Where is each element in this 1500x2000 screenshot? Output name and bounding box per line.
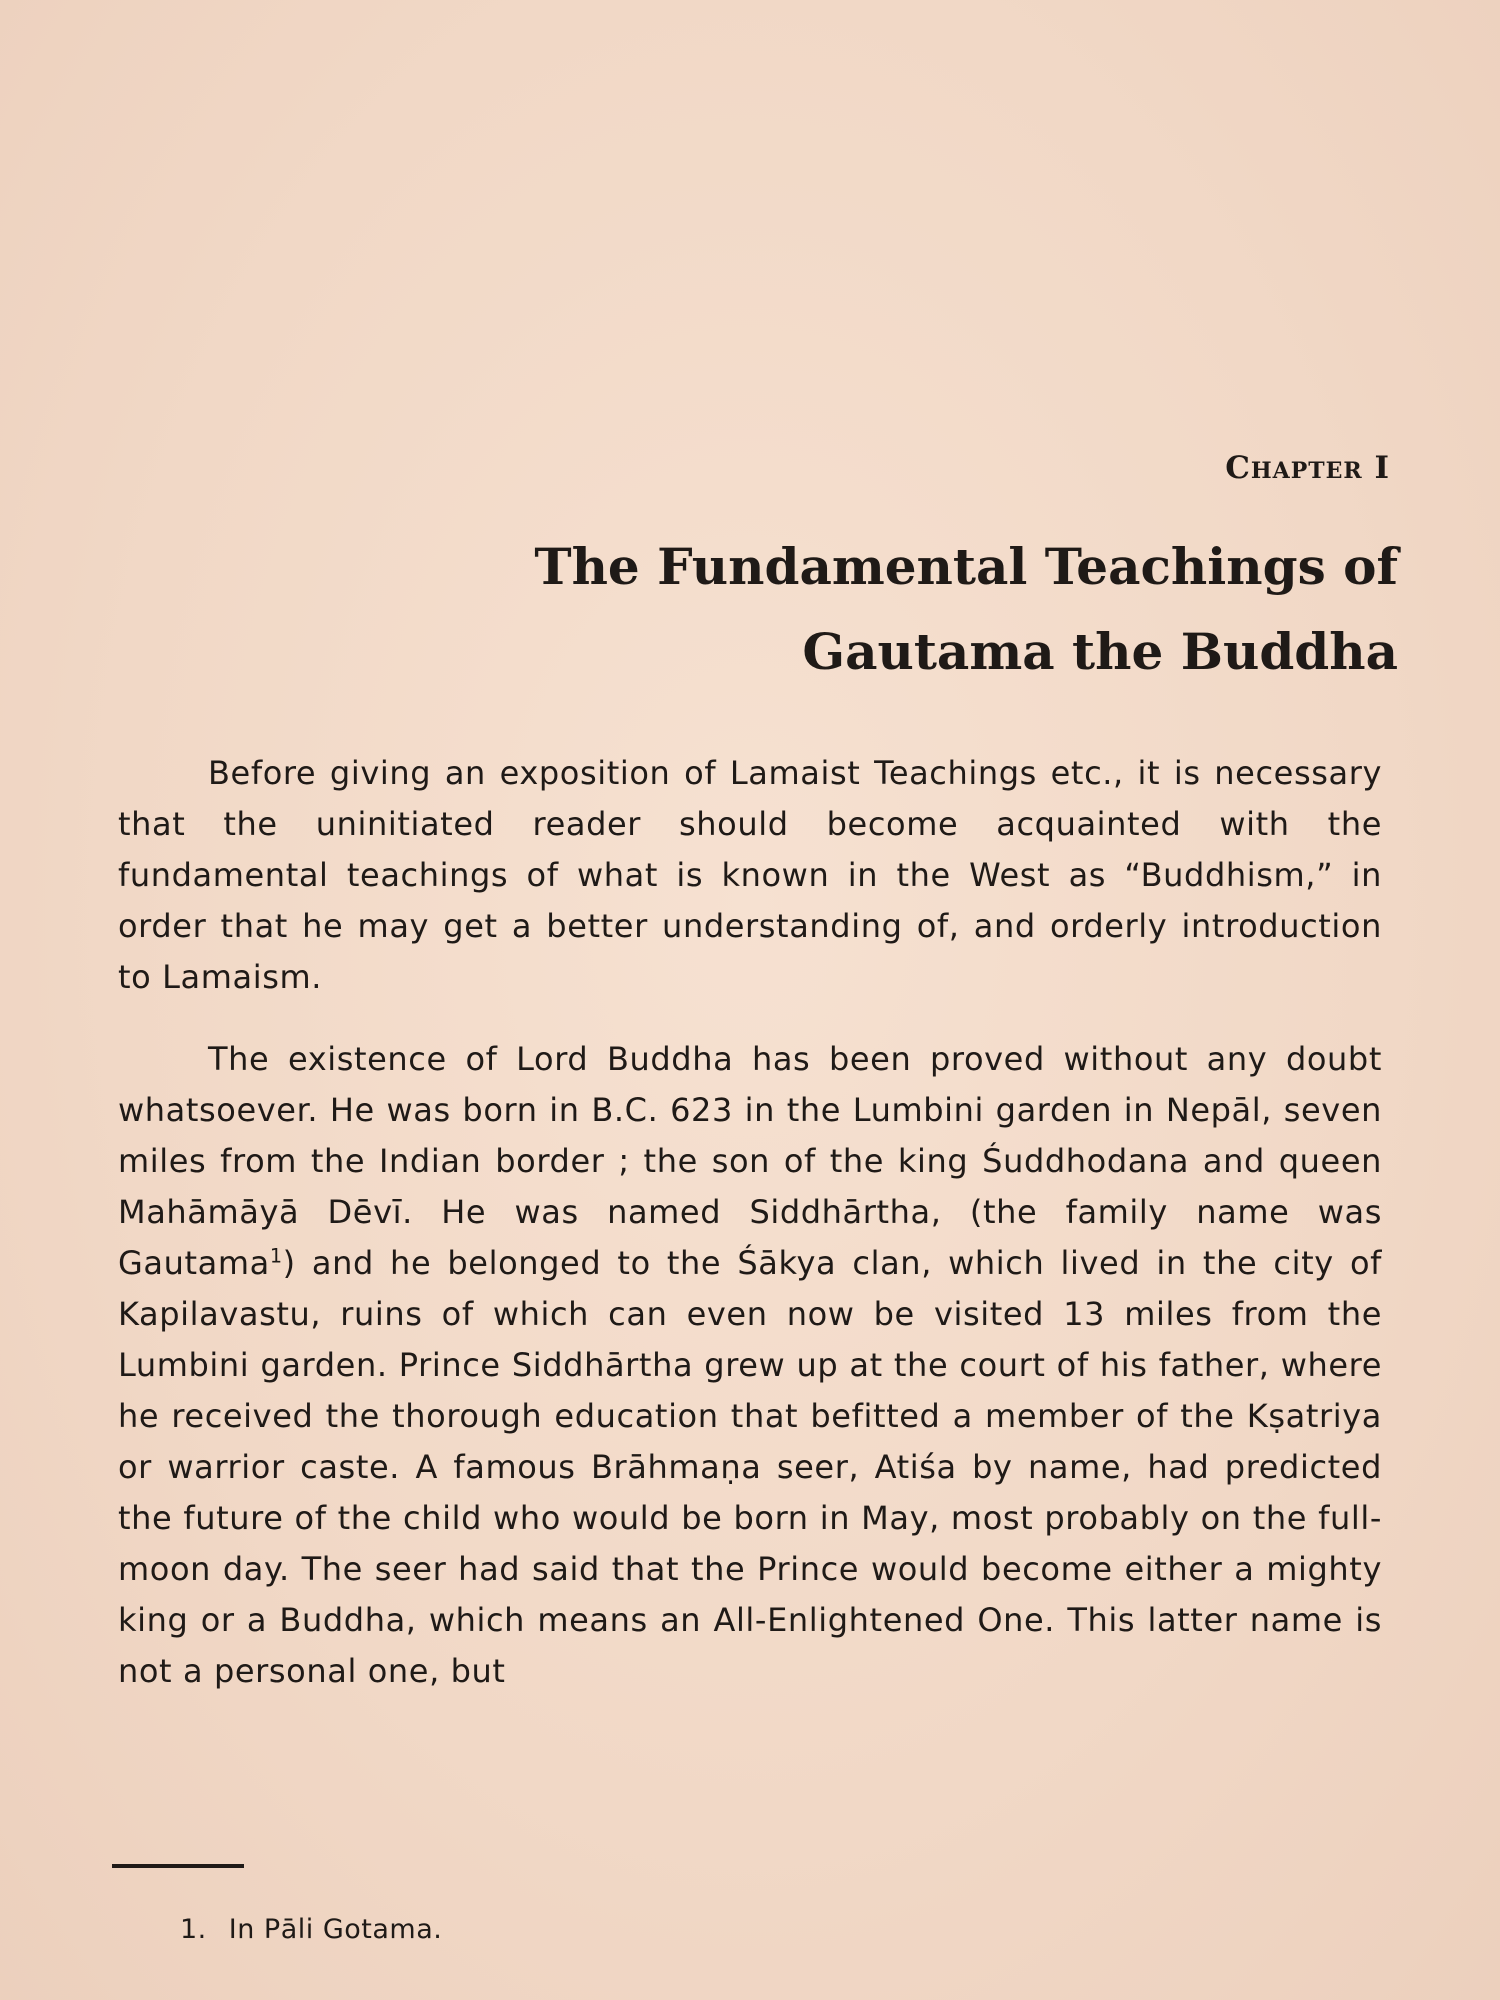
footnote-number: 1. bbox=[180, 1914, 207, 1945]
paragraph-2-part-1: The existence of Lord Buddha has been proved without any doubt whatsoever. He was born in B.C. 623 in the Lumbini garden in Nepāl, seven miles from the Indian border ; the son of the king Śuddhodana and queen Mahāmāyā Dēvī. He was named Siddhārtha, (the family name was Gautama bbox=[118, 1040, 1382, 1282]
footnote-reference: 1 bbox=[269, 1244, 283, 1268]
footnote-divider bbox=[112, 1864, 244, 1868]
paragraph-2 bbox=[118, 1034, 1382, 1697]
chapter-title-line-1: The Fundamental Teachings of bbox=[534, 537, 1398, 596]
chapter-label-text: Chapter I bbox=[1225, 450, 1390, 486]
paragraph-2-part-2: ) and he belonged to the Śākya clan, which lived in the city of Kapilavastu, ruins of which can even now be visited 13 miles from the Lumbini garden. Prince Siddhārtha grew up at the court of his father, where he received the thorough education that befitted a member of the Kṣatriya or warrior caste. A famous Brāhmaṇa seer, Atiśa by name, had predicted the future of the child who would be born in May, most probably on the full-moon day. The seer had said that the Prince would become either a mighty king or a Buddha, which means an All-Enlightened One. This latter name is not a personal one, but bbox=[118, 1244, 1382, 1690]
chapter-title-line-2: Gautama the Buddha bbox=[802, 622, 1398, 681]
chapter-title bbox=[298, 524, 1398, 694]
footnote bbox=[180, 1914, 442, 1945]
chapter-label bbox=[1225, 450, 1390, 486]
body-text bbox=[118, 748, 1382, 1697]
footnote-text: In Pāli Gotama. bbox=[228, 1914, 443, 1945]
paragraph-1: Before giving an exposition of Lamaist Teachings etc., it is necessary that the uninitiated reader should become acquainted with the fundamental teachings of what is known in the West as “Buddhism,” in order that he may get a better understanding of, and orderly introduction to Lamaism. bbox=[118, 754, 1382, 996]
